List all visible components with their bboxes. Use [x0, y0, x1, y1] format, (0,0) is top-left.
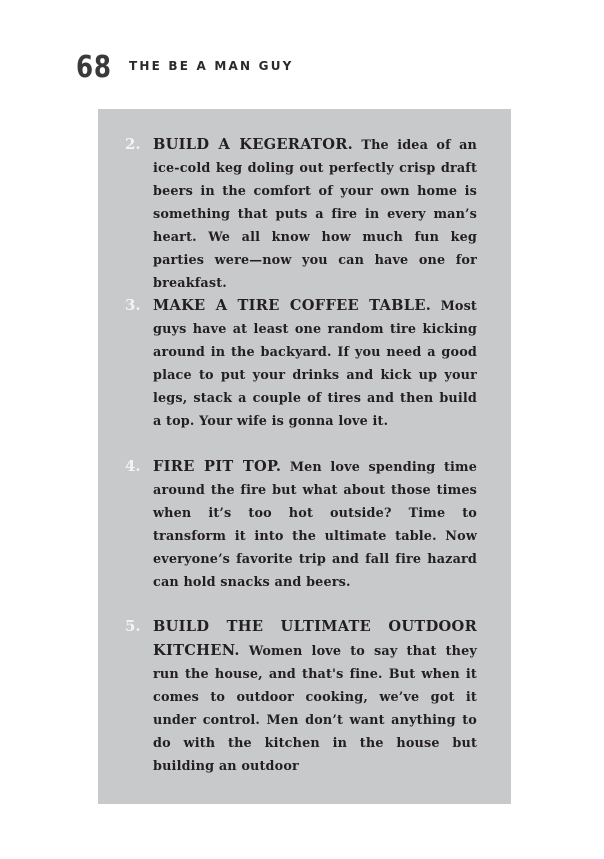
item-number: 2.: [125, 135, 141, 153]
page-number: 68: [76, 50, 112, 85]
item-paragraph: [153, 615, 477, 778]
item-heading: FIRE PIT TOP.: [153, 458, 282, 475]
list-item: [125, 455, 478, 594]
sidebar-box: [98, 109, 511, 804]
item-heading: BUILD A KEGERATOR.: [153, 136, 354, 153]
item-paragraph: [153, 133, 477, 295]
item-number: 4.: [125, 457, 141, 475]
item-number: 3.: [125, 296, 141, 314]
item-heading: MAKE A TIRE COFFEE TABLE.: [153, 297, 432, 314]
item-number: 5.: [125, 617, 141, 635]
item-body: Men love spending time around the fire but what about those times when it’s too hot outside? Time to transform it into the ultimate table. Now everyone’s favorite trip and fall fire hazard can hold snacks and beers.: [153, 460, 478, 590]
item-heading: BUILD THE ULTIMATE OUTDOOR KITCHEN.: [153, 618, 477, 659]
list-item: [125, 615, 477, 778]
list-item: [125, 294, 477, 433]
item-body: Women love to say that they run the house, and that's fine. But when it comes to outdoor cooking, we’ve got it under control. Men don’t want anything to do with the kitchen in the house but building an outdoor: [153, 644, 477, 774]
running-head: THE BE A MAN GUY: [129, 59, 294, 73]
list-item: [125, 133, 477, 295]
item-paragraph: [153, 294, 477, 433]
item-body: The idea of an ice-cold keg doling out perfectly crisp draft beers in the comfort of your own home is something that puts a fire in every man’s heart. We all know how much fun keg parties were—now you can have one for breakfast.: [153, 138, 477, 291]
item-body: Most guys have at least one random tire kicking around in the backyard. If you need a good place to put your drinks and kick up your legs, stack a couple of tires and then build a top. Your wife is gonna love it.: [153, 299, 477, 429]
item-paragraph: [153, 455, 477, 594]
